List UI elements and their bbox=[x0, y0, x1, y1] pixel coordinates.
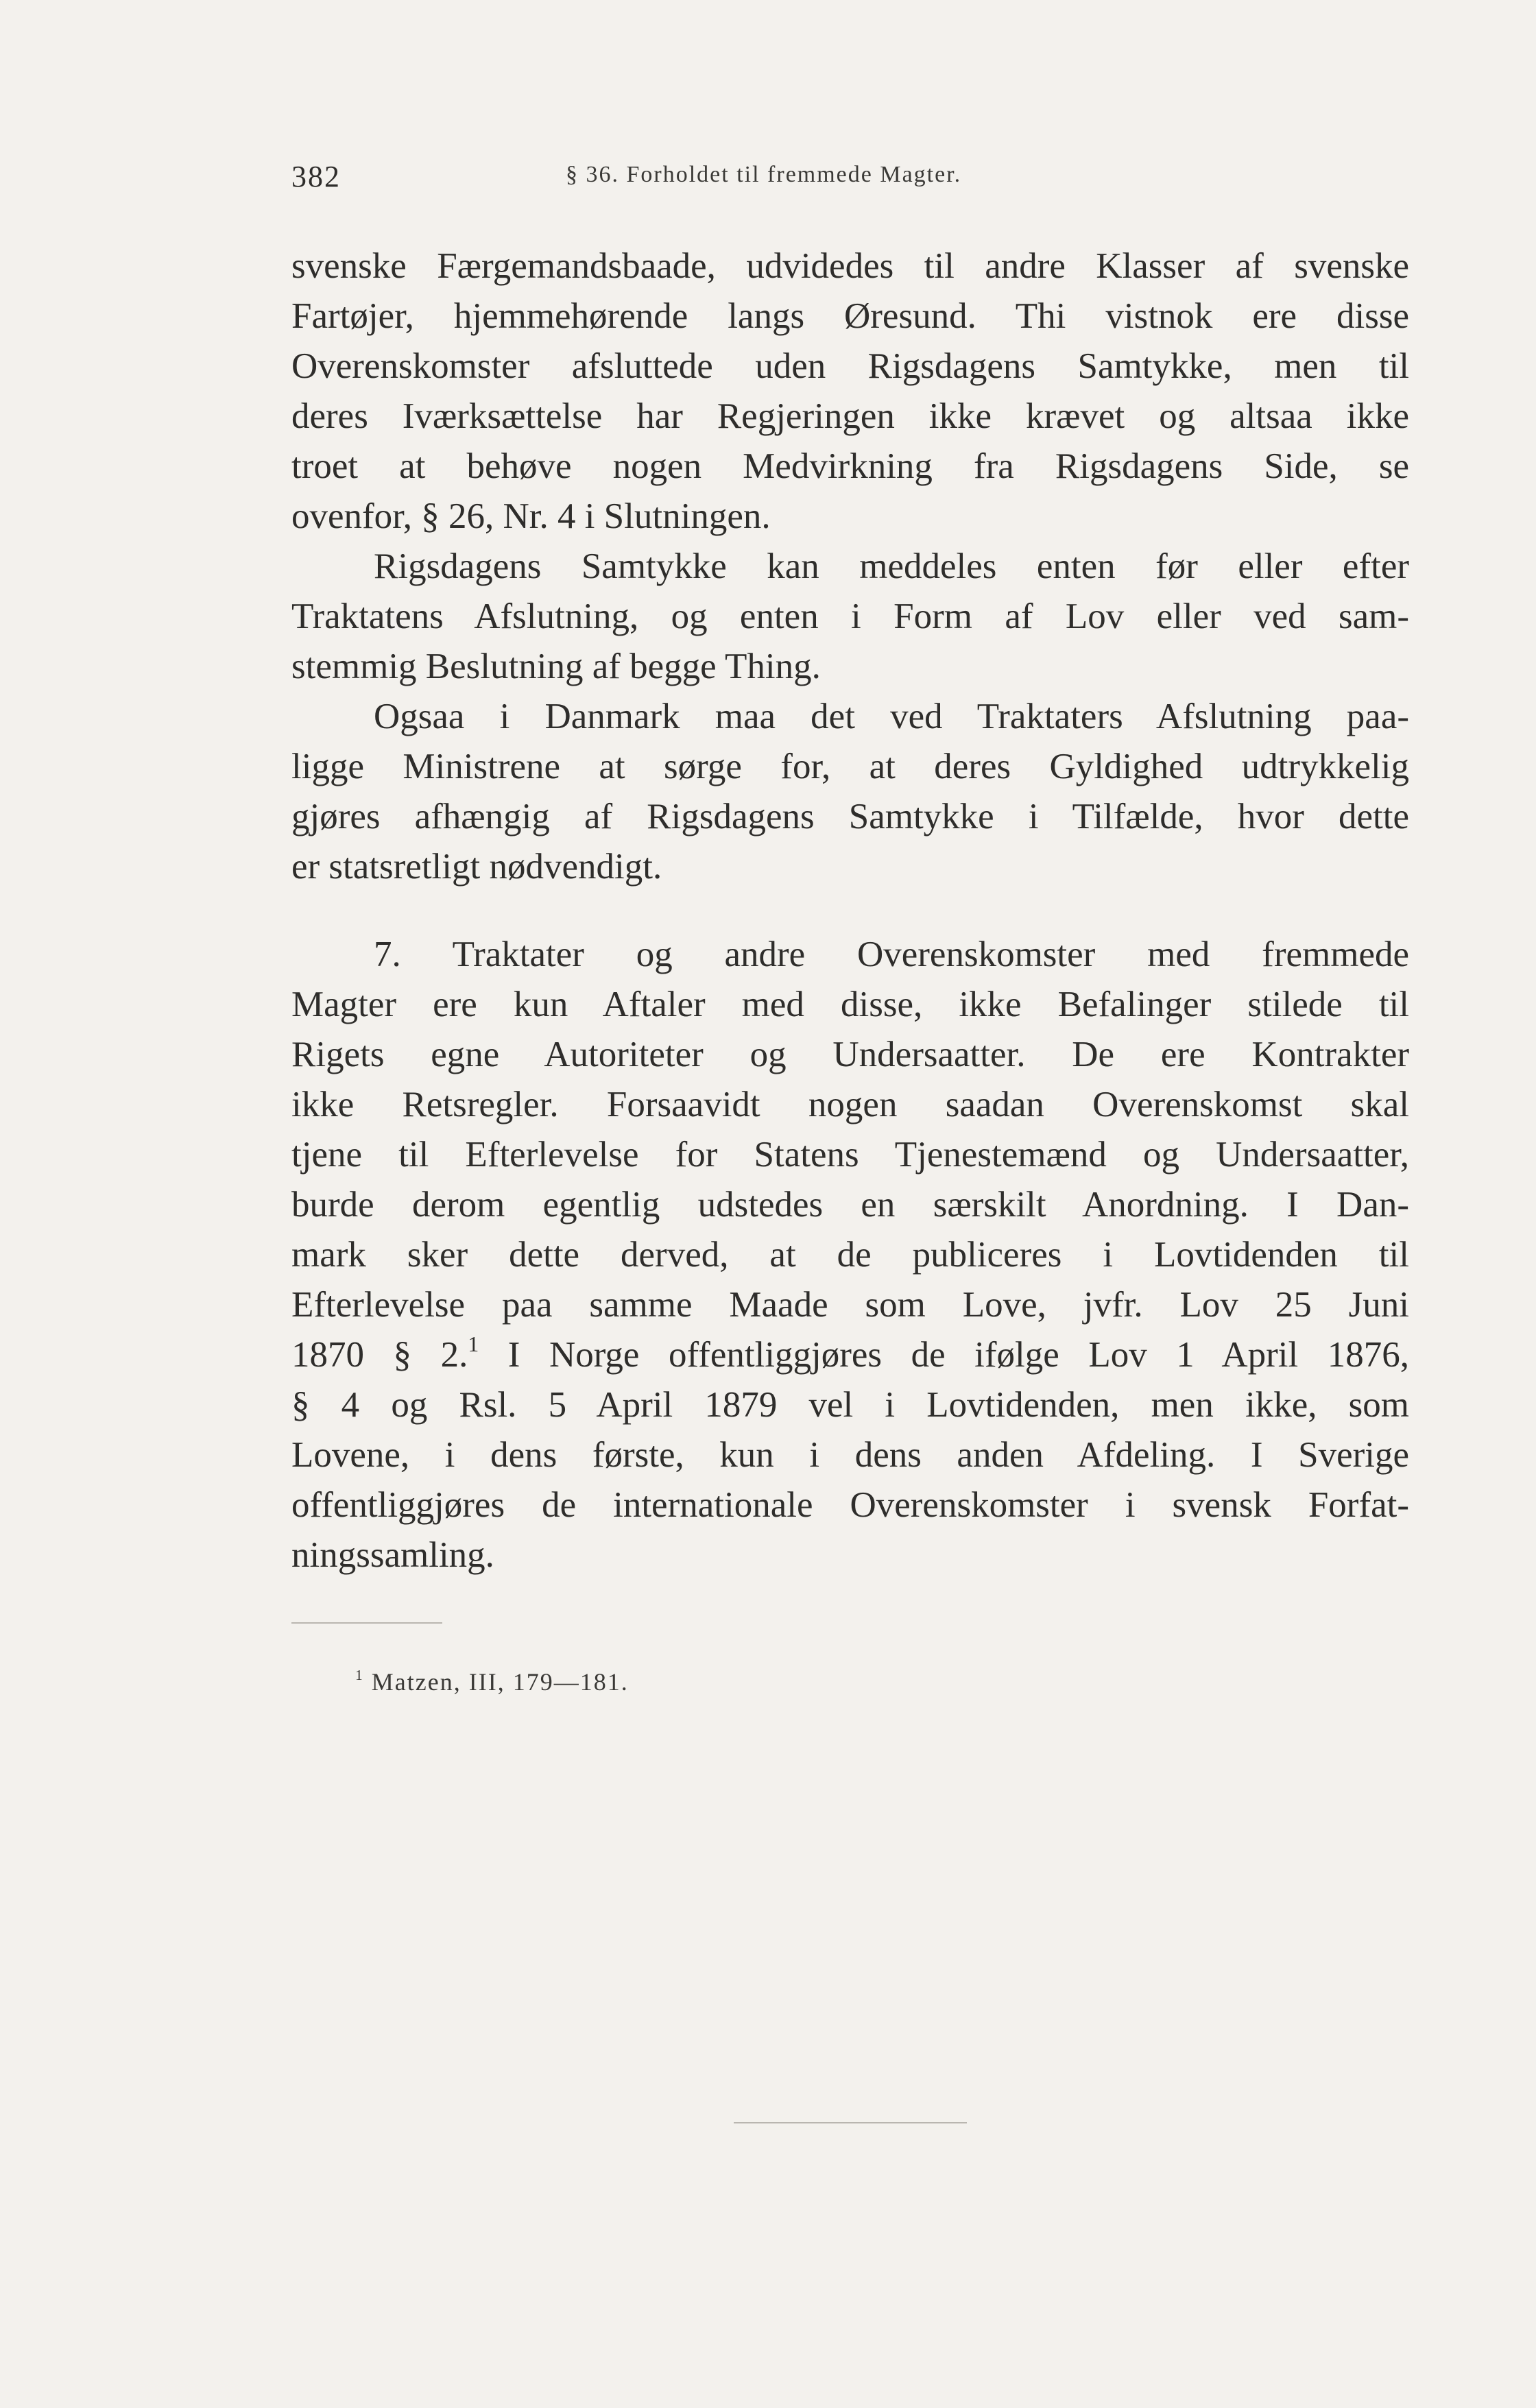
running-head: § 36. Forholdet til fremmede Magter. bbox=[566, 162, 962, 187]
text-line: 7. Traktater og andre Overenskomster med fremmede bbox=[374, 935, 1409, 974]
footnote-mark: 1 bbox=[355, 1666, 364, 1683]
text-line: Rigets egne Autoriteter og Undersaatter. De ere Kontrakter bbox=[291, 1035, 1409, 1074]
text-line: ikke Retsregler. Forsaavidt nogen saadan Overenskomst skal bbox=[291, 1085, 1409, 1124]
text-line: offentliggjøres de internationale Overenskomster i svensk Forfat- bbox=[291, 1485, 1409, 1525]
text-line: svenske Færgemandsbaade, udvidedes til andre Klasser af svenske bbox=[291, 246, 1409, 286]
text-line: mark sker dette derved, at de publiceres i Lovtidenden til bbox=[291, 1235, 1409, 1275]
text-line: troet at behøve nogen Medvirkning fra Rigsdagens Side, se bbox=[291, 446, 1409, 486]
section-gap bbox=[291, 892, 1409, 930]
footnote bbox=[355, 1667, 629, 1696]
text-line bbox=[291, 1330, 1409, 1380]
text-line: Traktatens Afslutning, og enten i Form af Lov eller ved sam- bbox=[291, 597, 1409, 636]
text-fragment: I Norge offentliggjøres de ifølge Lov 1 April 1876, bbox=[507, 1335, 1409, 1375]
text-line: Ogsaa i Danmark maa det ved Traktaters Afslutning paa- bbox=[374, 697, 1409, 736]
text-line: Lovene, i dens første, kun i dens anden Afdeling. I Sverige bbox=[291, 1435, 1409, 1475]
body-text bbox=[291, 241, 1409, 1580]
footnote-divider bbox=[291, 1622, 442, 1624]
text-line: stemmig Beslutning af begge Thing. bbox=[291, 647, 821, 686]
page-header bbox=[291, 159, 1416, 200]
text-line: ningssamling. bbox=[291, 1535, 494, 1575]
footnote-reference: 1 bbox=[468, 1332, 479, 1356]
text-line: tjene til Efterlevelse for Statens Tjenestemænd og Undersaatter, bbox=[291, 1135, 1409, 1175]
text-line: Efterlevelse paa samme Maade som Love, jvfr. Lov 25 Juni bbox=[291, 1285, 1409, 1325]
text-line: § 4 og Rsl. 5 April 1879 vel i Lovtidenden, men ikke, som bbox=[291, 1385, 1409, 1425]
footnote-text: Matzen, III, 179—181. bbox=[371, 1668, 629, 1696]
text-fragment: 1870 § 2. bbox=[291, 1335, 468, 1375]
bottom-rule bbox=[734, 2122, 967, 2123]
text-line: Overenskomster afsluttede uden Rigsdagens Samtykke, men til bbox=[291, 346, 1409, 386]
page-number: 382 bbox=[291, 160, 341, 193]
text-line: Fartøjer, hjemmehørende langs Øresund. Thi vistnok ere disse bbox=[291, 296, 1409, 336]
text-line: burde derom egentlig udstedes en særskilt Anordning. I Dan- bbox=[291, 1185, 1409, 1225]
text-line: gjøres afhængig af Rigsdagens Samtykke i Tilfælde, hvor dette bbox=[291, 797, 1409, 836]
text-line: deres Iværksættelse har Regjeringen ikke krævet og altsaa ikke bbox=[291, 396, 1409, 436]
text-line: er statsretligt nødvendigt. bbox=[291, 847, 662, 887]
text-line: ovenfor, § 26, Nr. 4 i Slutningen. bbox=[291, 496, 771, 536]
text-line: Magter ere kun Aftaler med disse, ikke Befalinger stilede til bbox=[291, 985, 1409, 1024]
text-line: ligge Ministrene at sørge for, at deres Gyldighed udtrykkelig bbox=[291, 747, 1409, 786]
text-line: Rigsdagens Samtykke kan meddeles enten før eller efter bbox=[374, 546, 1409, 586]
